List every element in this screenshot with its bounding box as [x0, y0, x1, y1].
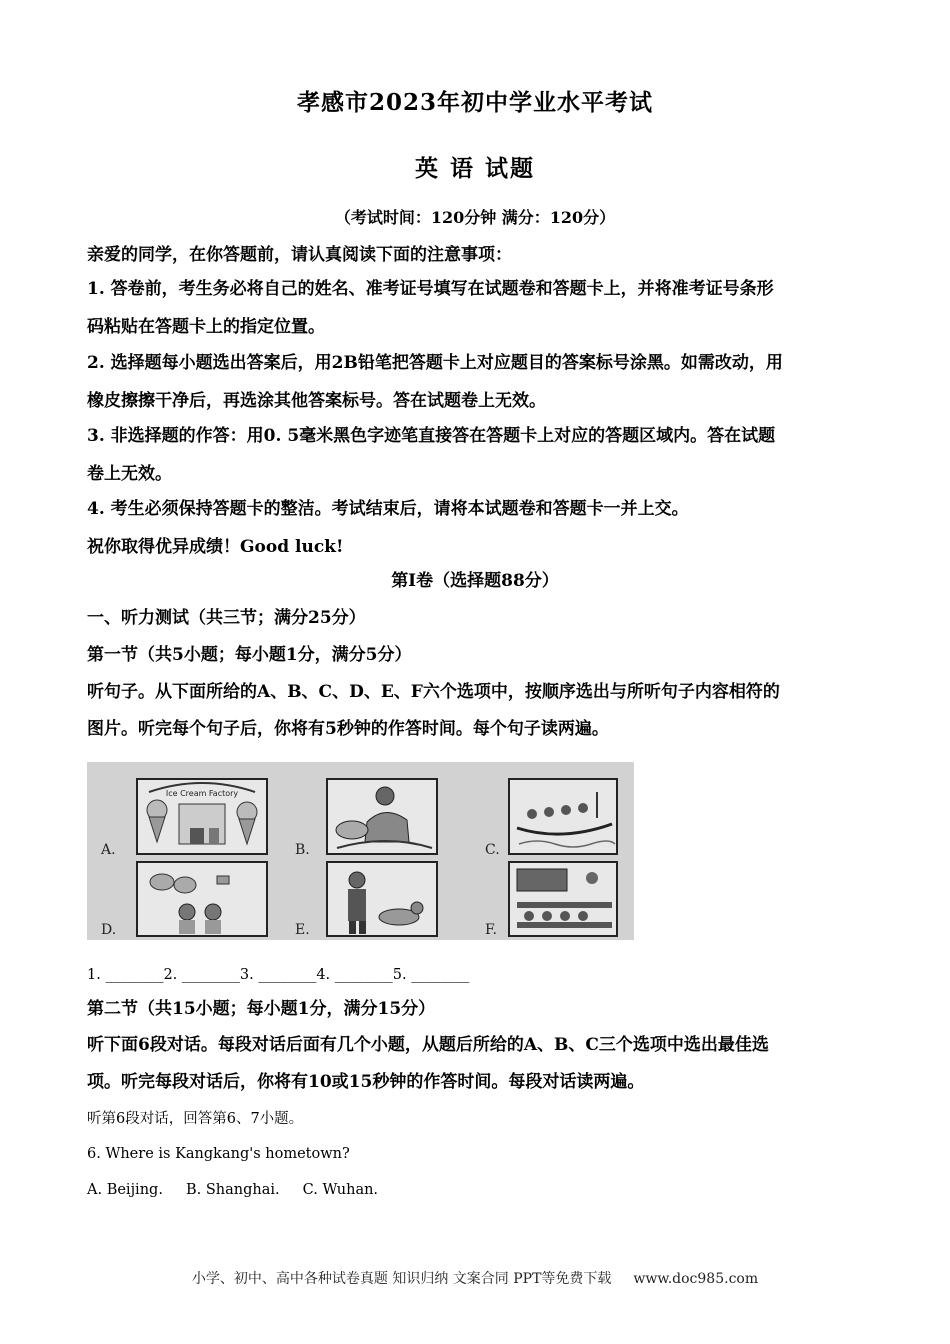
exam-info: （考试时间：120分钟 满分：120分）: [334, 208, 616, 227]
answer-blanks: 1. ________2. ________3. ________4. ________5. ________: [87, 967, 470, 983]
picture-d: [101, 862, 267, 938]
subsection-1-title: 第一节（共5小题；每小题1分，满分5分）: [87, 645, 412, 665]
picture-e: [295, 862, 437, 938]
question-6: 6. Where is Kangkang's hometown?: [87, 1146, 350, 1162]
subsection-1-instruction-line-1: 听句子。从下面所给的A、B、C、D、E、F六个选项中，按顺序选出与所听句子内容相符的: [87, 682, 780, 702]
picture-e-label: E.: [295, 922, 310, 938]
question-6-options: A. Beijing. B. Shanghai. C. Wuhan.: [87, 1182, 379, 1198]
page-footer: [0, 1268, 950, 1288]
subsection-1-instruction-line-2: 图片。听完每个句子后，你将有5秒钟的作答时间。每个句子读两遍。: [87, 719, 609, 739]
footer-text: 小学、初中、高中各种试卷真题 知识归纳 文案合同 PPT等免费下载: [191, 1271, 612, 1287]
subsection-2-instruction-line-1: 听下面6段对话。每段对话后面有几个小题，从题后所给的A、B、C三个选项中选出最佳选: [87, 1035, 769, 1055]
picture-d-label: D.: [101, 922, 117, 938]
exam-subtitle: 英 语 试题: [414, 155, 535, 182]
picture-c-label: C.: [485, 842, 500, 858]
instructions-intro: 亲爱的同学，在你答题前，请认真阅读下面的注意事项：: [87, 245, 512, 265]
ice-cream-factory-sign: Ice Cream Factory: [165, 789, 239, 798]
picture-b-label: B.: [295, 842, 310, 858]
exam-title: 孝感市2023年初中学业水平考试: [296, 89, 653, 116]
instruction-4: 4. 考生必须保持答题卡的整洁。考试结束后，请将本试题卷和答题卡一并上交。: [87, 499, 689, 519]
subsection-2-title: 第二节（共15小题；每小题1分，满分15分）: [87, 999, 436, 1019]
good-luck-wish: 祝你取得优异成绩！Good luck!: [87, 537, 344, 557]
instruction-3-line-2: 卷上无效。: [87, 464, 172, 484]
footer-url[interactable]: www.doc985.com: [633, 1271, 759, 1287]
instruction-2-line-1: 2. 选择题每小题选出答案后，用2B铅笔把答题卡上对应题目的答案标号涂黑。如需改动，用: [87, 353, 783, 373]
instruction-3-line-1: 3. 非选择题的作答：用0. 5毫米黑色字迹笔直接答在答题卡上对应的答题区域内。答在试题: [87, 426, 776, 446]
picture-c: [485, 779, 617, 858]
dialog-6-intro: 听第6段对话，回答第6、7小题。: [87, 1111, 304, 1127]
picture-b: [295, 779, 437, 858]
instruction-2-line-2: 橡皮擦擦干净后，再选涂其他答案标号。答在试题卷上无效。: [87, 391, 546, 411]
picture-a-label: A.: [101, 842, 116, 858]
picture-options-figure: [87, 762, 634, 940]
picture-a: [100, 779, 267, 858]
part-1-heading: 第Ⅰ卷（选择题88分）: [391, 571, 559, 591]
picture-f-label: F.: [485, 922, 497, 938]
instruction-1-line-1: 1. 答卷前，考生务必将自己的姓名、准考证号填写在试题卷和答题卡上，并将准考证号条形: [87, 279, 774, 299]
listening-section-title: 一、听力测试（共三节；满分25分）: [87, 608, 366, 628]
subsection-2-instruction-line-2: 项。听完每段对话后，你将有10或15秒钟的作答时间。每段对话读两遍。: [87, 1072, 645, 1092]
picture-f: [485, 862, 617, 938]
instruction-1-line-2: 码粘贴在答题卡上的指定位置。: [87, 317, 325, 337]
